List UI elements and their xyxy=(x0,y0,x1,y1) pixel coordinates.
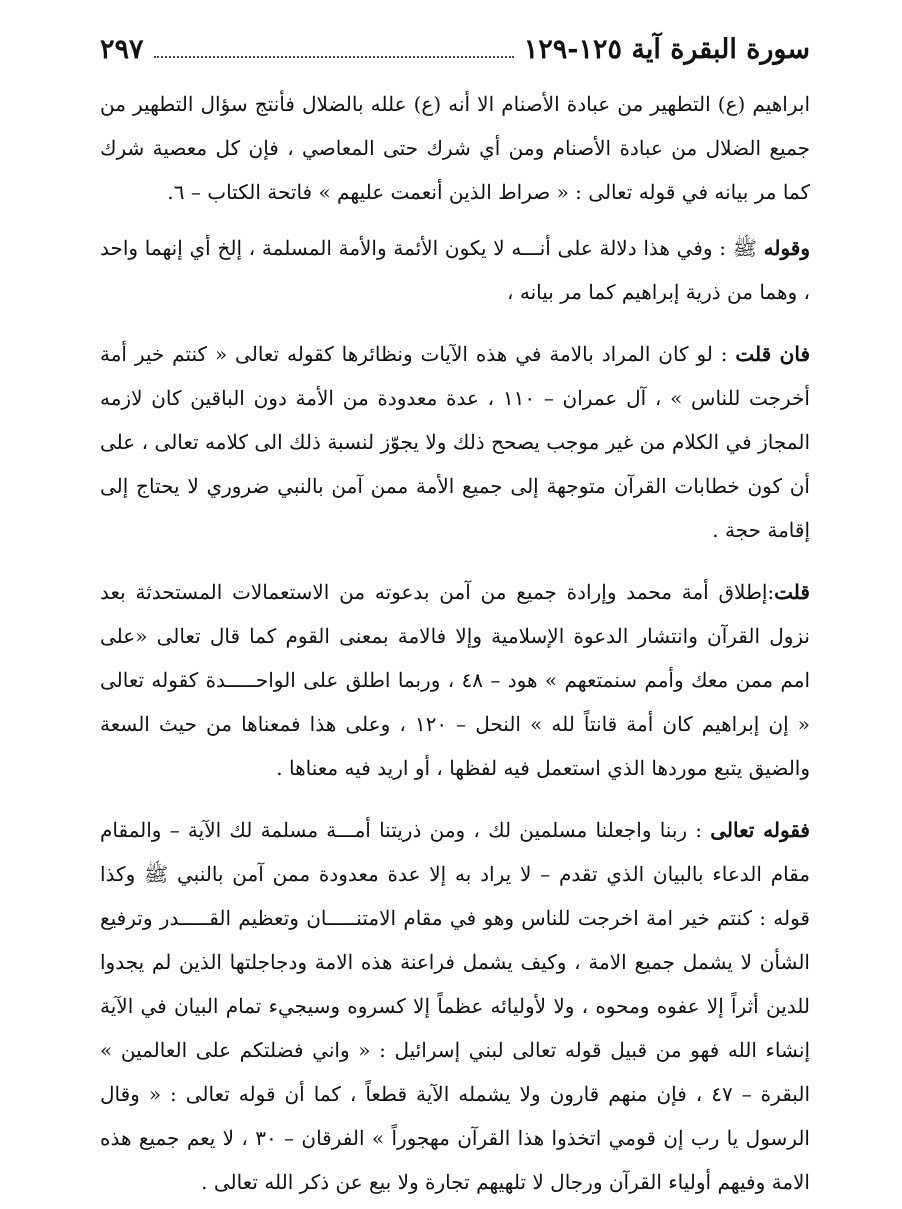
paragraph-1 xyxy=(100,82,810,214)
dotted-leader xyxy=(154,38,514,58)
page-header xyxy=(100,34,810,78)
paragraph-4-lead: قلت xyxy=(774,580,810,604)
page-number: ٢٩٧ xyxy=(100,34,144,65)
surah-title: سورة البقرة آية ١٢٥-١٢٩ xyxy=(523,34,810,65)
paragraph-1-text: ابراهيم (ع) التطهير من عبادة الأصنام الا أنه (ع) علله بالضلال فأنتج سؤال التطهير من جميع الضلال من عبادة الأصنام ومن أي شرك حتى المعاصي ، فإن كل معصية شرك كما مر بيانه في قوله تعالى : « صراط الذين أنعمت عليهم » فاتحة الكتاب – ٦. xyxy=(100,92,810,204)
paragraph-5-text: : ربنا واجعلنا مسلمين لك ، ومن ذريتنا أمـــة مسلمة لك الآية – والمقام مقام الدعاء بالبيان الذي تقدم – لا يراد به إلا عدة معدودة ممن آمن بالنبي ﷺ وكذا قوله : كنتم خير امة اخرجت للناس وهو في مقام الامتنـــــان وتعظيم القـــــدر وترفيع الشأن لا يشمل جميع الامة ، وكيف يشمل فراعنة هذه الامة ودجاجلتها الذين لم يجدوا للدين أثراً إلا عفوه ومحوه ، ولا لأوليائه عظماً إلا كسروه وسيجيء تمام البيان في الآية إنشاء الله فهو من قبيل قوله تعالى لبني إسرائيل : « واني فضلتكم على العالمين » البقرة – ٤٧ ، فإن منهم قارون ولا يشمله الآية قطعاً ، كما أن قوله تعالى : « وقال الرسول يا رب إن قومي اتخذوا هذا القرآن مهجوراً » الفرقان – ٣٠ ، لا يعم جميع هذه الامة وفيهم أولياء القرآن ورجال لا تلهيهم تجارة ولا بيع عن ذكر الله تعالى . xyxy=(100,818,810,1194)
paragraph-3-lead: فان قلت xyxy=(735,342,810,366)
paragraph-3-text: : لو كان المراد بالامة في هذه الآيات ونظائرها كقوله تعالى « كنتم خير أمة أخرجت للناس » ، آل عمران – ١١٠ ، عدة معدودة من الأمة دون الباقين كان لازمه المجاز في الكلام من غير موجب يصحح ذلك ولا يجوّز لنسبة ذلك الى كلامه تعالى ، على أن كون خطابات القرآن متوجهة إلى جميع الأمة ممن آمن بالنبي ضروري لا يحتاج إلى إقامة حجة . xyxy=(100,342,810,542)
paragraph-2-text: ﷺ : وفي هذا دلالة على أنـــه لا يكون الأئمة والأمة المسلمة ، إلخ أي إنهما واحد ، وهما من ذرية إبراهيم كما مر بيانه ، xyxy=(100,236,810,304)
paragraph-3 xyxy=(100,332,810,552)
paragraph-2 xyxy=(100,226,810,314)
paragraph-4-text: :إطلاق أمة محمد وإرادة جميع من آمن بدعوته من الاستعمالات المستحدثة بعد نزول القرآن وانتشار الدعوة الإسلامية وإلا فالامة بمعنى القوم كما قال تعالى «على امم ممن معك وأمم سنمتعهم » هود – ٤٨ ، وربما اطلق على الواحـــــدة كقوله تعالى « إن إبراهيم كان أمة قانتاً لله » النحل – ١٢٠ ، وعلى هذا فمعناها من حيث السعة والضيق يتبع موردها الذي استعمل فيه لفظها ، أو اريد فيه معناها . xyxy=(100,580,810,780)
paragraph-2-lead: وقوله xyxy=(763,236,810,260)
paragraph-5-lead: فقوله تعالى xyxy=(710,818,810,842)
paragraph-5 xyxy=(100,808,810,1204)
paragraph-4 xyxy=(100,570,810,790)
